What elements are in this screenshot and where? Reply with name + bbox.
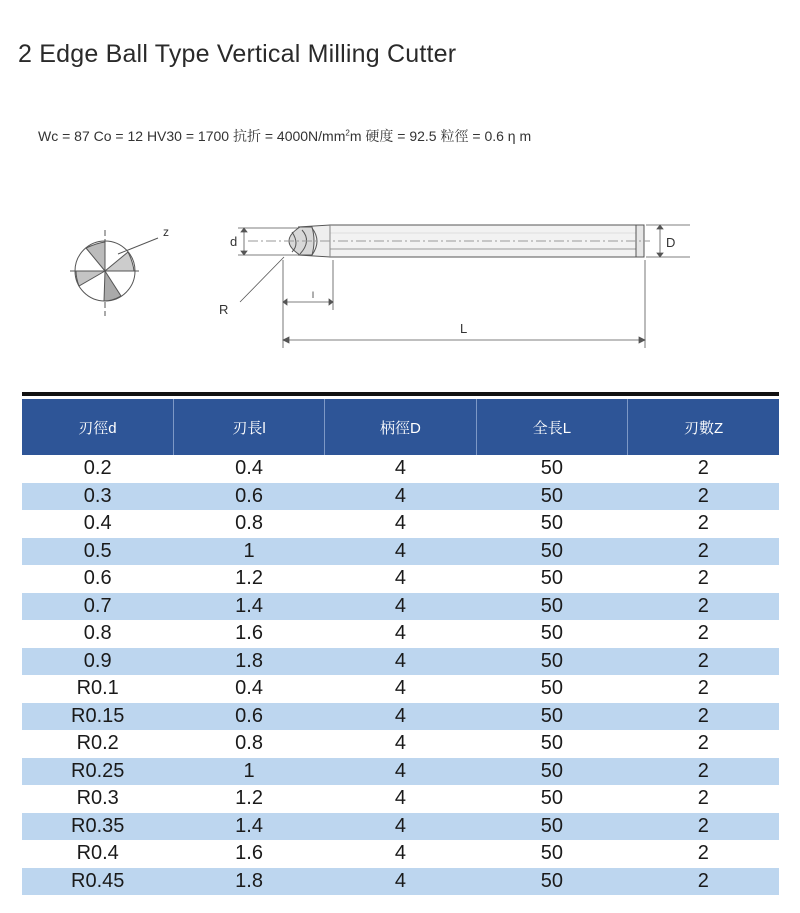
page-title: 2 Edge Ball Type Vertical Milling Cutter [18, 40, 457, 68]
table-row: 0.3 0.6 4 50 2 [22, 483, 779, 511]
table-top-rule [22, 392, 779, 396]
table-row: R0.2 0.8 4 50 2 [76, 732, 709, 754]
D-label: D [666, 235, 676, 250]
spec-suffix: m 硬度 = 92.5 粒徑 = 0.6 η m [349, 128, 532, 144]
L-label: L [460, 321, 468, 336]
header-blade-diameter: 刃徑d [22, 399, 173, 455]
cutter-end-view [70, 230, 158, 316]
cutter-drawing [0, 200, 800, 360]
table-header-row [22, 399, 779, 455]
material-spec [38, 126, 531, 146]
z-label: z [163, 225, 169, 239]
table-row: R0.35 1.4 4 50 2 [22, 813, 779, 841]
table-row: 0.2 0.4 4 50 2 [83, 457, 709, 479]
table-row: 0.4 0.8 4 50 2 [83, 512, 709, 534]
spec-superscript: 2 [345, 128, 350, 138]
table-row: R0.45 1.8 4 50 2 [22, 868, 779, 896]
table-row: R0.3 1.2 4 50 2 [76, 787, 709, 809]
table-row: R0.1 0.4 4 50 2 [76, 677, 709, 699]
table-row: 0.7 1.4 4 50 2 [22, 593, 779, 621]
table-row: 0.8 1.6 4 50 2 [83, 622, 709, 644]
header-shank-diameter: 柄徑D [325, 399, 476, 455]
header-blade-length: 刃長l [173, 399, 324, 455]
spec-table [22, 399, 779, 895]
header-overall-length: 全長L [476, 399, 627, 455]
table-row: R0.4 1.6 4 50 2 [76, 842, 709, 864]
spec-prefix: Wc = 87 Co = 12 HV30 = 1700 抗折 = 4000N/mm [38, 128, 346, 144]
l-label: l [312, 290, 314, 300]
table-row: 0.5 1 4 50 2 [22, 538, 779, 566]
table-row: 0.9 1.8 4 50 2 [22, 648, 779, 676]
R-label: R [219, 302, 229, 317]
header-flute-count: 刃數Z [628, 399, 779, 455]
table-row: R0.25 1 4 50 2 [22, 758, 779, 786]
d-label: d [230, 234, 238, 249]
cutter-side-view [248, 225, 650, 257]
table-row: 0.6 1.2 4 50 2 [83, 567, 709, 589]
table-row: R0.15 0.6 4 50 2 [22, 703, 779, 731]
